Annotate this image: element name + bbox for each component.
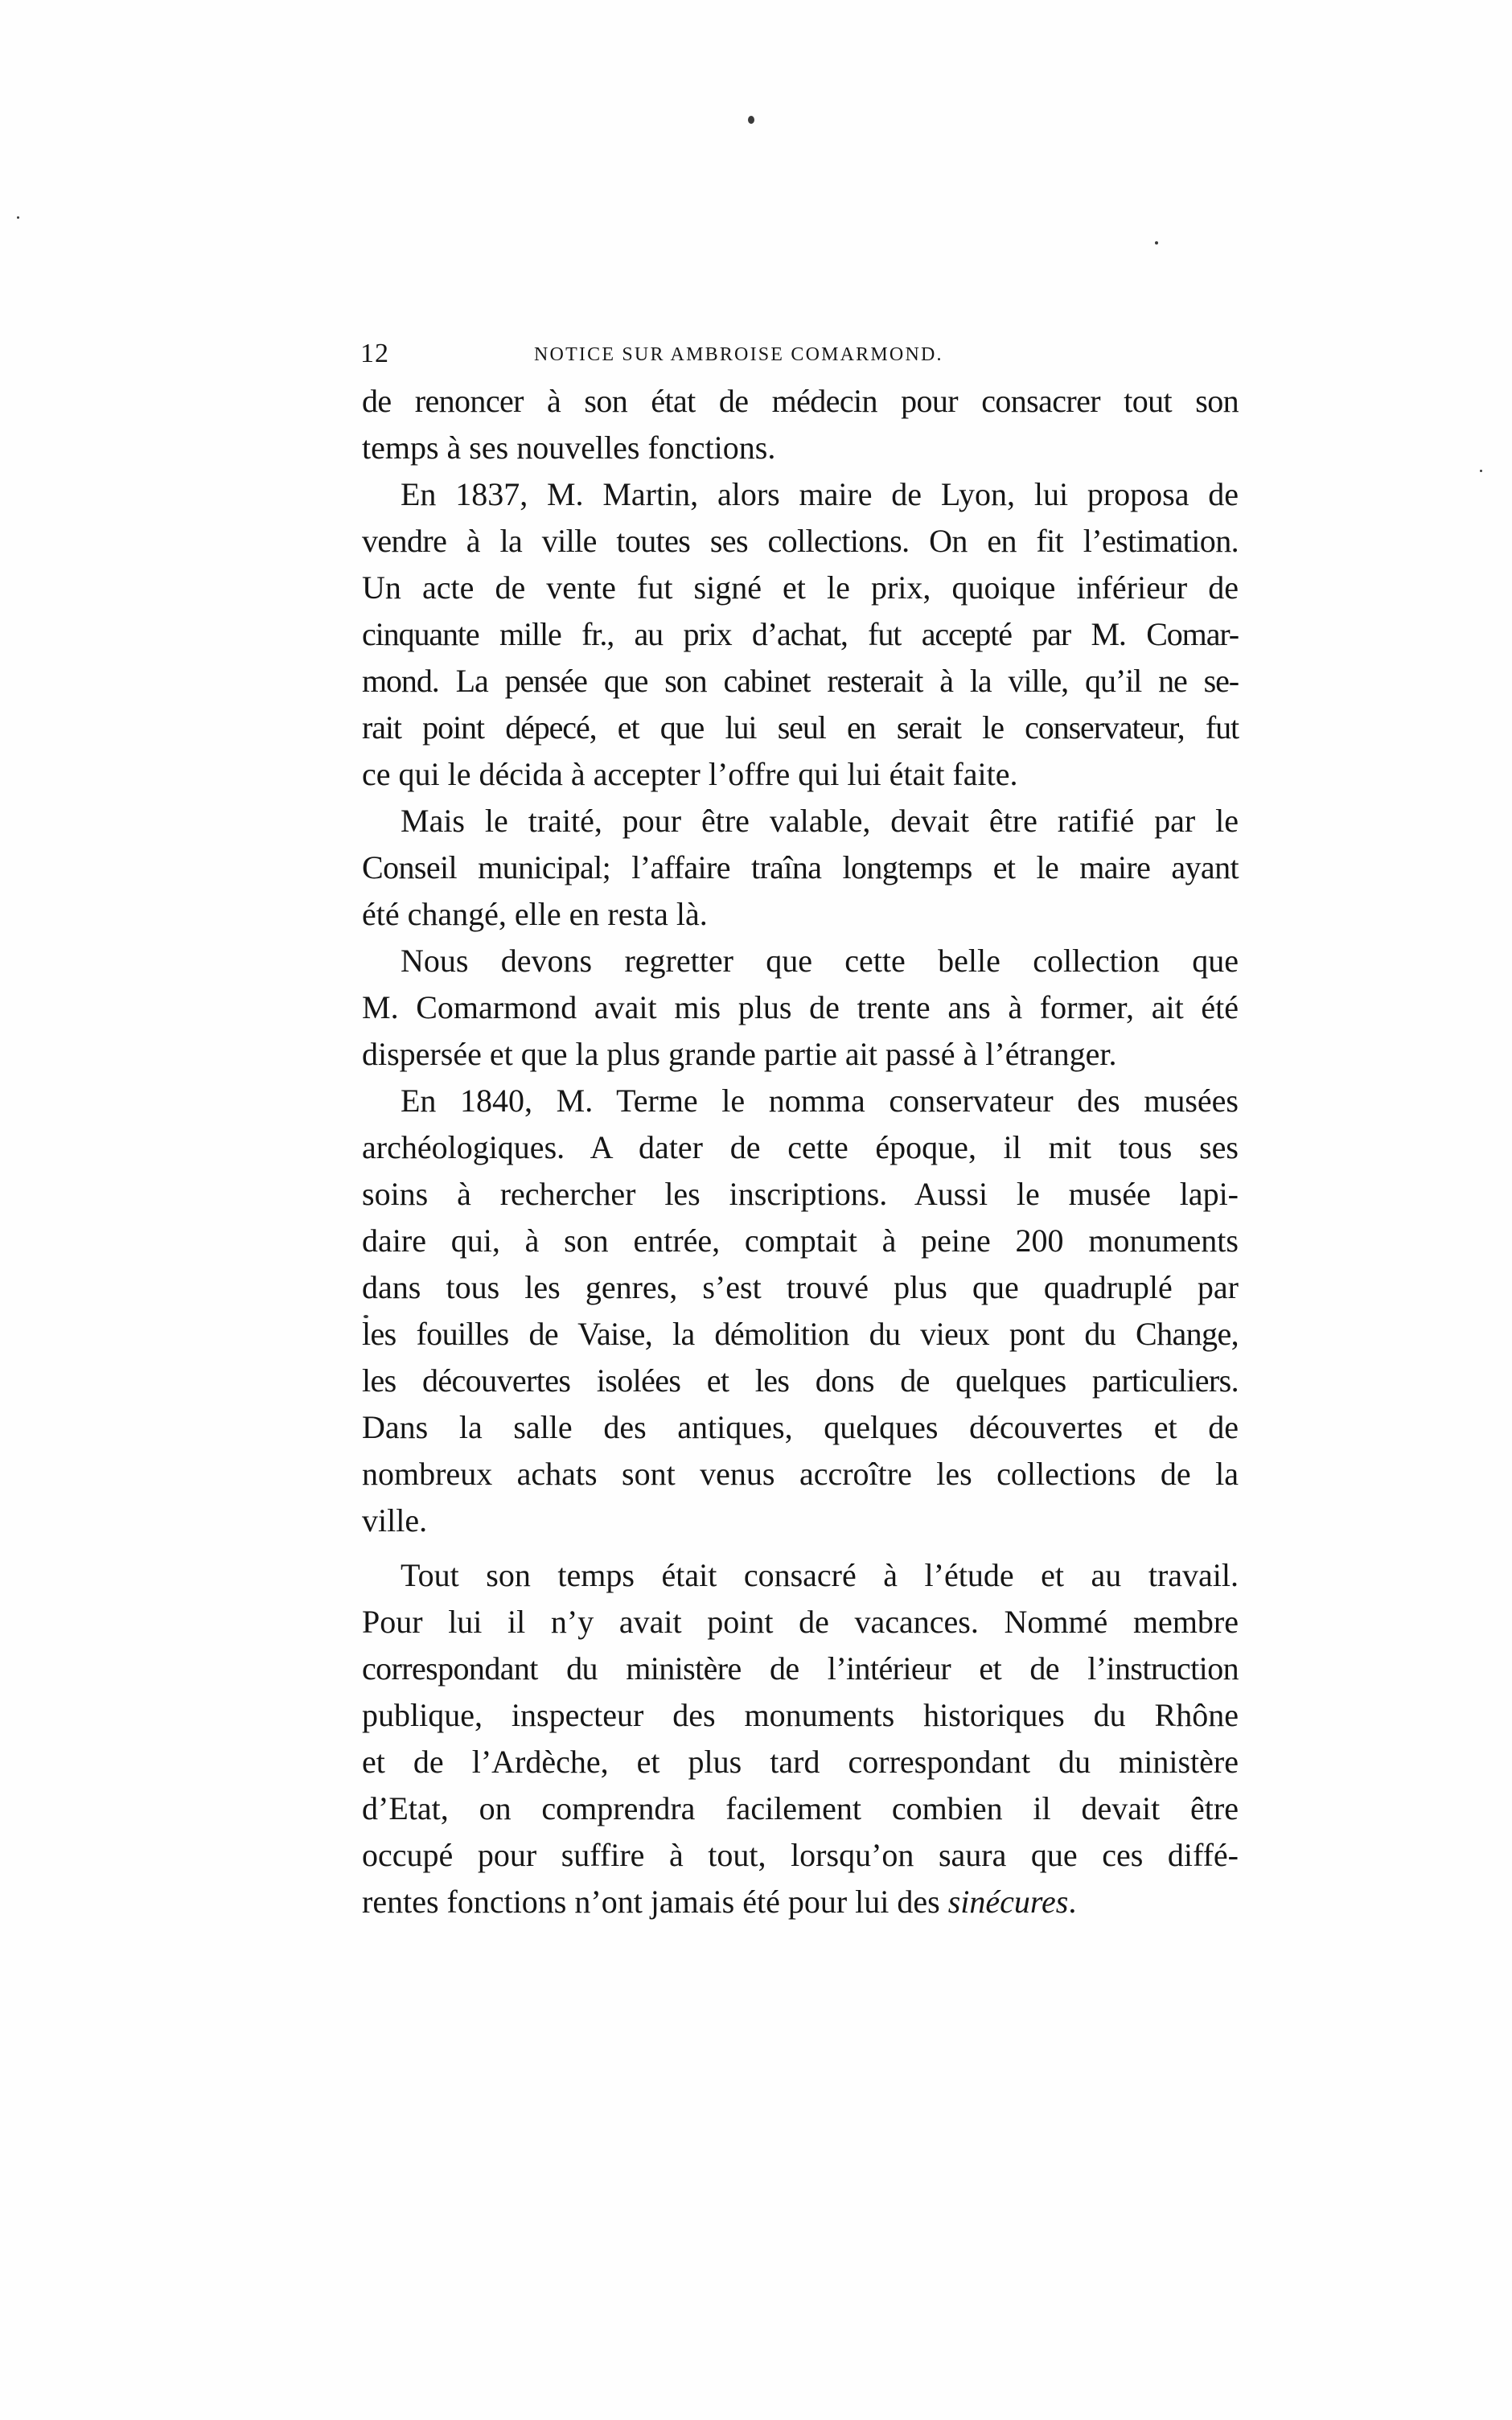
text-line: Pour lui il n’y avait point de vacances. Nommé membre [362,1604,1239,1640]
text-line: et de l’Ardèche, et plus tard correspondant du ministère [362,1744,1239,1780]
ink-speck [748,116,754,124]
text-line: rait point dépecé, et que lui seul en serait le conservateur, fut [362,709,1239,746]
text-line: M. Comarmond avait mis plus de trente ans à former, ait été [362,989,1239,1025]
text-line: soins à rechercher les inscriptions. Aussi le musée lapi- [362,1176,1239,1212]
final-text-line [362,1879,1239,1925]
page-header [360,334,1245,374]
text-line: Nous devons regretter que cette belle collection que [401,943,1239,979]
text-line: mond. La pensée que son cabinet resterait à la ville, qu’il ne se- [362,663,1239,699]
text-line: les fouilles de Vaise, la démolition du vieux pont du Change, [362,1316,1239,1352]
text-line: archéologiques. A dater de cette époque, il mit tous ses [362,1129,1239,1165]
text-line: En 1840, M. Terme le nomma conservateur des musées [401,1083,1239,1119]
text-line: les découvertes isolées et les dons de quelques particuliers. [362,1362,1239,1399]
text-line: Conseil municipal; l’affaire traîna longtemps et le maire ayant [362,849,1239,885]
text-line: Un acte de vente fut signé et le prix, quoique inférieur de [362,569,1239,606]
ink-speck [1480,470,1482,472]
text-line: cinquante mille fr., au prix d’achat, fut accepté par M. Comar- [362,616,1239,652]
text-line: d’Etat, on comprendra facilement combien il devait être [362,1790,1239,1826]
ink-speck [17,216,19,219]
text-line: vendre à la ville toutes ses collections. On en fit l’estimation. [362,523,1239,559]
text-line: temps à ses nouvelles fonctions. [362,429,776,466]
text-line: daire qui, à son entrée, comptait à peine 200 monuments [362,1222,1239,1259]
ink-speck [1155,241,1158,244]
running-head: NOTICE SUR AMBROISE COMARMOND. [534,344,943,365]
text-line: nombreux achats sont venus accroître les collections de la [362,1456,1239,1492]
text-line: Tout son temps était consacré à l’étude et au travail. [401,1557,1239,1593]
text-line: dans tous les genres, s’est trouvé plus que quadruplé par [362,1269,1239,1305]
text-line: dispersée et que la plus grande partie ait passé à l’étranger. [362,1036,1117,1072]
italic-word-sinecures: sinécures [947,1884,1069,1920]
text-line: occupé pour suffire à tout, lorsqu’on saura que ces diffé- [362,1837,1239,1873]
page-number: 12 [360,339,389,368]
text-line: de renoncer à son état de médecin pour consacrer tout son [362,383,1239,419]
text-line: publique, inspecteur des monuments historiques du Rhône [362,1697,1239,1733]
text-line: ce qui le décida à accepter l’offre qui lui était faite. [362,756,1018,792]
text-line: été changé, elle en resta là. [362,896,708,932]
final-line-text: rentes fonctions n’ont jamais été pour lui des [362,1884,948,1920]
text-line: correspondant du ministère de l’intérieur et de l’instruction [362,1650,1239,1687]
text-line: En 1837, M. Martin, alors maire de Lyon, lui proposa de [401,476,1239,512]
text-line: Mais le traité, pour être valable, devait être ratifié par le [401,803,1239,839]
final-period: . [1068,1884,1077,1920]
text-line: ville. [362,1502,428,1539]
body-text [362,378,1239,1930]
text-line: Dans la salle des antiques, quelques découvertes et de [362,1409,1239,1445]
